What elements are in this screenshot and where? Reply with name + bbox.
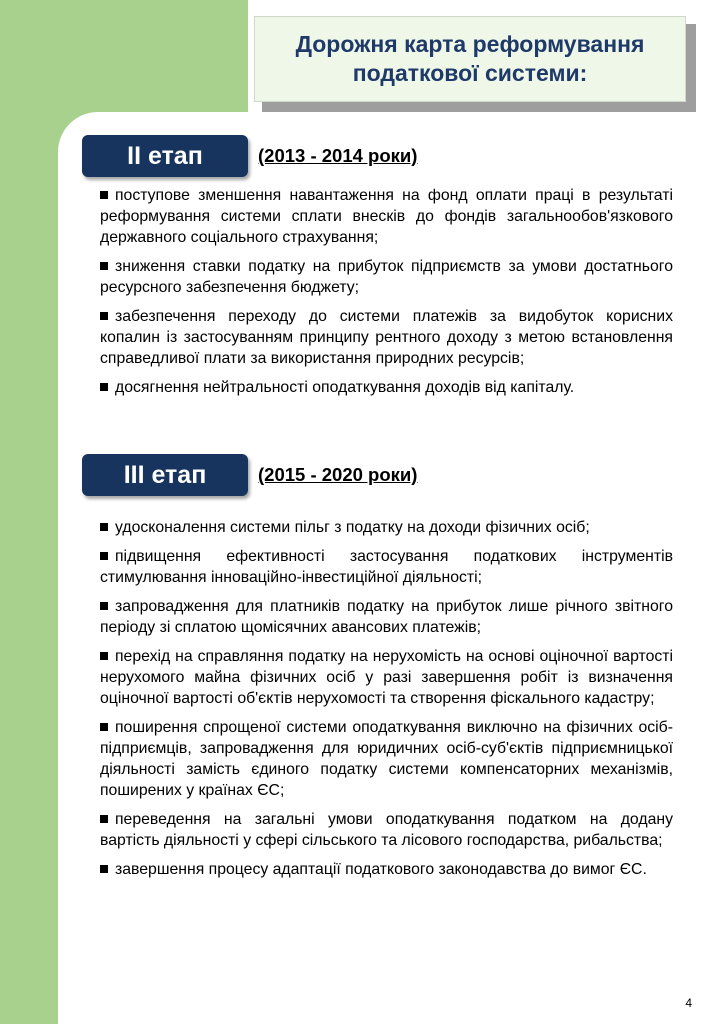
bullet-icon <box>100 723 108 731</box>
stage-3-badge: III етап <box>82 454 248 496</box>
list-item: перехід на справляння податку на нерухомість на основі оціночної вартості нерухомого майна фізичних осіб у разі завершення робіт із визначення оціночної вартості об'єктів нерухомості та створення фіскального кадастру; <box>100 648 673 707</box>
stage-3-list <box>100 517 673 880</box>
bullet-icon <box>100 383 108 391</box>
stage-2-list <box>100 185 673 398</box>
stage-3-years: (2015 - 2020 роки) <box>258 464 418 485</box>
list-item: удосконалення системи пільг з податку на доходи фізичних осіб; <box>100 517 673 538</box>
list-item: поширення спрощеної системи оподаткування виключно на фізичних осіб-підприємців, запровадження для юридичних осіб-суб'єктів підприємницької діяльності замість єдиного податку системи компенсаторних механізмів, поширених у країнах ЄС; <box>100 719 673 799</box>
bullet-icon <box>100 815 108 823</box>
slide-title: Дорожня карта реформування податкової системи: <box>295 31 645 86</box>
list-item: завершення процесу адаптації податкового законодавства до вимог ЄС. <box>100 859 673 880</box>
bullet-icon <box>100 191 108 199</box>
page-number: 4 <box>685 996 692 1010</box>
bullet-icon <box>100 652 108 660</box>
list-item: досягнення нейтральності оподаткування доходів від капіталу. <box>100 377 673 398</box>
title-box <box>254 16 686 102</box>
stage-2-years: (2013 - 2014 роки) <box>258 145 418 166</box>
list-item: переведення на загальні умови оподаткування податком на додану вартість діяльності у сфері сільського та лісового господарства, рибальства; <box>100 811 673 849</box>
list-item: підвищення ефективності застосування податкових інструментів стимулювання інноваційно-інвестиційної діяльності; <box>100 548 673 586</box>
list-item: запровадження для платників податку на прибуток лише річного звітного періоду зі сплатою щомісячних авансових платежів; <box>100 598 673 636</box>
bullet-icon <box>100 312 108 320</box>
list-item: забезпечення переходу до системи платежів за видобуток корисних копалин із застосуванням принципу рентного доходу з метою встановлення справедливої плати за використання природних ресурсів; <box>100 308 673 367</box>
bullet-icon <box>100 865 108 873</box>
list-item: зниження ставки податку на прибуток підприємств за умови достатнього ресурсного забезпечення бюджету; <box>100 258 673 296</box>
bullet-icon <box>100 602 108 610</box>
bullet-icon <box>100 523 108 531</box>
bullet-icon <box>100 262 108 270</box>
bullet-icon <box>100 552 108 560</box>
stage-2-badge: II етап <box>82 135 248 177</box>
list-item: поступове зменшення навантаження на фонд оплати праці в результаті реформування системи сплати внесків до фондів загальнообов'язкового державного соціального страхування; <box>100 187 673 246</box>
